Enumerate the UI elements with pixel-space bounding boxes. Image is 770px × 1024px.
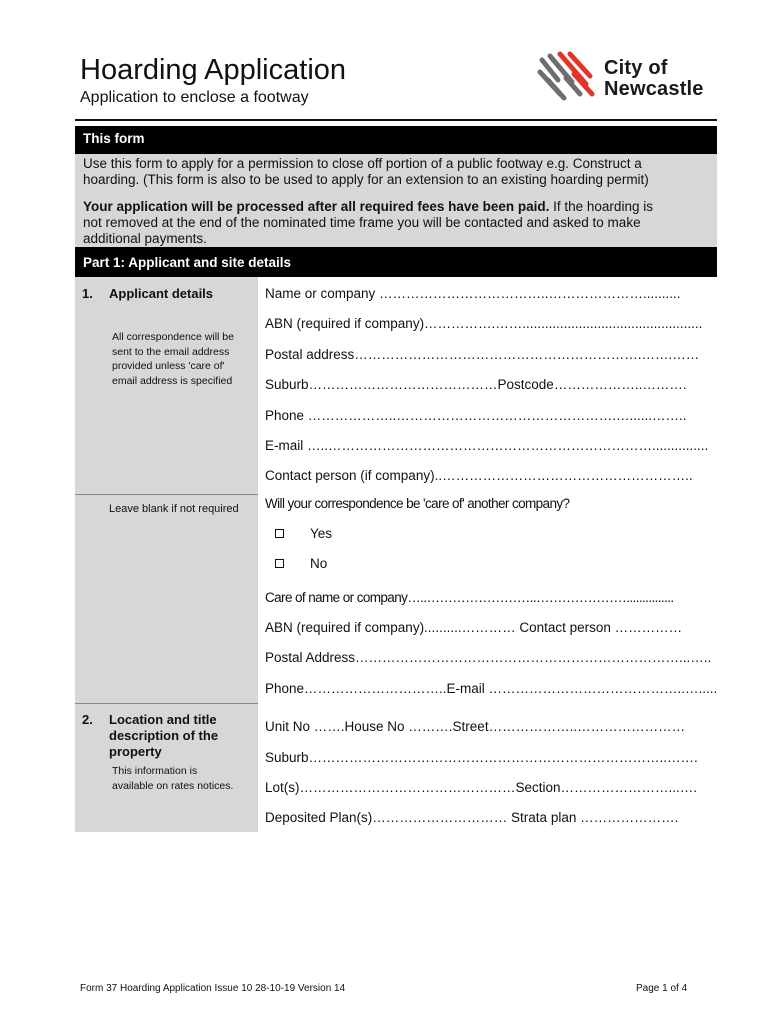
- fees-notice-line-2: not removed at the end of the nominated time frame you will be contacted and asked to make: [83, 215, 641, 230]
- this-form-heading: This form: [75, 126, 717, 154]
- no-label: No: [310, 556, 328, 571]
- care-of-name-field[interactable]: Care of name or company…..……………………..…………………...............: [265, 590, 674, 605]
- section-1-number: 1.: [82, 286, 93, 301]
- form-info-footer: Form 37 Hoarding Application Issue 10 28-10-19 Version 14: [80, 983, 346, 994]
- leave-blank-note: Leave blank if not required: [109, 503, 239, 515]
- property-suburb-field[interactable]: Suburb……………………………………………………………………..…….: [265, 750, 698, 765]
- fees-notice-rest: If the hoarding is: [549, 199, 653, 214]
- page-subtitle: Application to enclose a footway: [80, 89, 309, 106]
- fees-notice-bold: Your application will be processed after all required fees have been paid.: [83, 199, 550, 214]
- page-number: Page 1 of 4: [636, 983, 688, 994]
- header-rule: [75, 119, 717, 121]
- street-address-field[interactable]: Unit No …….House No ……….Street………………..……………………: [265, 719, 686, 734]
- correspondence-note: All correspondence will be sent to the email address provided unless 'care of' email address is specified: [112, 331, 234, 387]
- suburb-postcode-field[interactable]: Suburb……………………………………Postcode………………..……….: [265, 377, 687, 392]
- section-2-number: 2.: [82, 712, 93, 727]
- phone-field[interactable]: Phone ………………..………………………………………….…......……..: [265, 408, 687, 423]
- intro-line-1: Use this form to apply for a permission to close off portion of a public footway e.g. Construct a: [83, 156, 642, 171]
- yes-label: Yes: [310, 526, 333, 541]
- section-2-title: Location and title description of the property: [109, 712, 219, 759]
- section-divider: [75, 494, 258, 495]
- page-title: Hoarding Application: [80, 54, 347, 86]
- logo-wordmark: City of Newcastle: [604, 57, 704, 100]
- section-divider: [75, 703, 258, 704]
- deposited-strata-plan-field[interactable]: Deposited Plan(s)………………………… Strata plan ………………….: [265, 810, 679, 825]
- no-checkbox[interactable]: [275, 559, 284, 568]
- contact-person-field[interactable]: Contact person (if company)..………………………………………………..: [265, 468, 693, 483]
- name-or-company-field[interactable]: Name or company ………………………………..…………………..........: [265, 286, 681, 301]
- abn-field[interactable]: ABN (required if company)…………….……................................................: [265, 316, 703, 331]
- care-of-question: Will your correspondence be 'care of' another company?: [265, 496, 570, 511]
- lot-section-field[interactable]: Lot(s)…………………………………………Section……………………...….: [265, 780, 698, 795]
- postal-address-field[interactable]: Postal address……………………………………………………….…….……: [265, 347, 700, 362]
- intro-panel: [75, 154, 717, 247]
- care-of-postal-address-field[interactable]: Postal Address………………………………………………………………...…..: [265, 650, 712, 665]
- intro-line-2: hoarding. (This form is also to be used to apply for an extension to an existing hoarding permit): [83, 172, 649, 187]
- yes-checkbox[interactable]: [275, 529, 284, 538]
- email-field[interactable]: E-mail …..………………………………………………………………...............: [265, 438, 709, 453]
- section-1-title: Applicant details: [109, 286, 214, 301]
- care-of-abn-contact-field[interactable]: ABN (required if company)..........………… Contact person ……………: [265, 620, 683, 635]
- rates-notice-note: This information is available on rates notices.: [112, 765, 234, 792]
- part1-heading: Part 1: Applicant and site details: [75, 247, 717, 277]
- fees-notice-line-3: additional payments.: [83, 231, 207, 246]
- care-of-phone-email-field[interactable]: Phone…………………………..E-mail ……………………………………..….....: [265, 681, 718, 696]
